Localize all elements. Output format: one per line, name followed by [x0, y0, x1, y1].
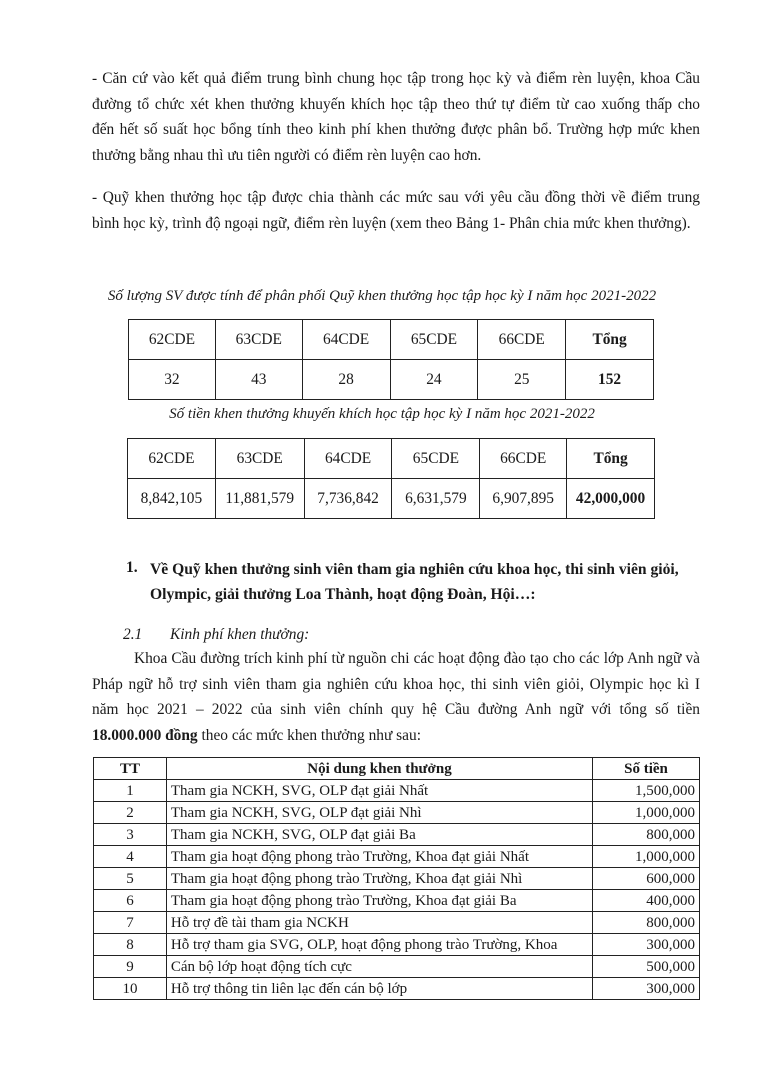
table-cell-total: 42,000,000 — [567, 479, 655, 519]
table-cell: 66CDE — [478, 320, 566, 360]
table-cell-total: Tổng — [566, 320, 654, 360]
table-money-caption: Số tiền khen thưởng khuyến khích học tập học kỳ I năm học 2021-2022 — [169, 406, 595, 422]
table-row — [94, 868, 700, 890]
cell-content: Tham gia NCKH, SVG, OLP đạt giải Ba — [166, 824, 592, 846]
cell-amount: 600,000 — [593, 868, 700, 890]
table-header-row — [94, 758, 700, 780]
paragraph-ranking-criteria — [92, 66, 700, 168]
table-cell: 63CDE — [215, 320, 302, 360]
table-cell: 62CDE — [128, 439, 216, 479]
table-cell-total: Tổng — [567, 439, 655, 479]
text-line: Pháp ngữ hỗ trợ sinh viên tham gia nghiên cứu khoa học, thi sinh viên giỏi, Olympic học kì I — [92, 675, 700, 693]
subsection-number: 2.1 — [123, 626, 143, 643]
text-line-total — [92, 723, 700, 749]
table-cell: 65CDE — [390, 320, 478, 360]
table-row — [128, 479, 655, 519]
table-cell: 24 — [390, 360, 478, 400]
cell-amount: 500,000 — [593, 956, 700, 978]
text-line: - Căn cứ vào kết quả điểm trung bình chung học tập trong học kỳ và điểm rèn luyện, khoa Cầu — [92, 70, 700, 87]
table-cell: 32 — [129, 360, 216, 400]
table-cell: 64CDE — [302, 320, 390, 360]
cell-tt: 9 — [94, 956, 167, 978]
cell-content: Hỗ trợ thông tin liên lạc đến cán bộ lớp — [166, 978, 592, 1000]
table-header-row — [128, 439, 655, 479]
table-rewards — [93, 757, 700, 1000]
total-amount: 18.000.000 đồng — [92, 726, 198, 744]
table-cell-total: 152 — [566, 360, 654, 400]
text-line: đường tổ chức xét khen thưởng khuyến khích học tập theo thứ tự điểm từ cao xuống thấp cho — [92, 95, 700, 113]
cell-amount: 300,000 — [593, 934, 700, 956]
text-line: - Quỹ khen thưởng học tập được chia thành các mức sau với yêu cầu đồng thời về điểm trung — [92, 189, 700, 206]
cell-tt: 7 — [94, 912, 167, 934]
table-row — [94, 846, 700, 868]
table-cell: 66CDE — [480, 439, 567, 479]
cell-content: Hỗ trợ đề tài tham gia NCKH — [166, 912, 592, 934]
table-students — [128, 319, 654, 400]
table-row — [94, 912, 700, 934]
table-row — [94, 802, 700, 824]
header-amount: Số tiền — [593, 758, 700, 780]
table-cell: 7,736,842 — [304, 479, 392, 519]
cell-content: Tham gia hoạt động phong trào Trường, Khoa đạt giải Nhì — [166, 868, 592, 890]
table-row — [129, 360, 654, 400]
cell-tt: 2 — [94, 802, 167, 824]
table-cell: 64CDE — [304, 439, 392, 479]
text-line: năm học 2021 – 2022 của sinh viên chính quy hệ Cầu đường Anh ngữ với tổng số tiền — [92, 701, 700, 718]
cell-tt: 6 — [94, 890, 167, 912]
cell-amount: 1,000,000 — [593, 846, 700, 868]
cell-amount: 800,000 — [593, 912, 700, 934]
table-cell: 6,631,579 — [392, 479, 480, 519]
cell-tt: 4 — [94, 846, 167, 868]
table-header-row — [129, 320, 654, 360]
table-row — [94, 978, 700, 1000]
cell-tt: 1 — [94, 780, 167, 802]
cell-content: Tham gia NCKH, SVG, OLP đạt giải Nhất — [166, 780, 592, 802]
table-cell: 8,842,105 — [128, 479, 216, 519]
table-cell: 62CDE — [129, 320, 216, 360]
table-cell: 28 — [302, 360, 390, 400]
cell-amount: 400,000 — [593, 890, 700, 912]
table-cell: 6,907,895 — [480, 479, 567, 519]
text-line: thưởng bằng nhau thì ưu tiên người có điểm rèn luyện cao hơn. — [92, 146, 482, 164]
table-students-caption: Số lượng SV được tính để phân phối Quỹ khen thưởng học tập học kỳ I năm học 2021-2022 — [107, 288, 657, 304]
cell-content: Tham gia hoạt động phong trào Trường, Khoa đạt giải Nhất — [166, 846, 592, 868]
cell-tt: 5 — [94, 868, 167, 890]
section-heading-line: Về Quỹ khen thưởng sinh viên tham gia nghiên cứu khoa học, thi sinh viên giỏi, — [150, 561, 679, 578]
table-row — [94, 824, 700, 846]
table-row — [94, 890, 700, 912]
table-cell: 43 — [215, 360, 302, 400]
section-number: 1. — [126, 559, 138, 576]
table-money — [127, 438, 655, 519]
table-cell: 63CDE — [215, 439, 304, 479]
cell-tt: 3 — [94, 824, 167, 846]
paragraph-fund-levels — [92, 185, 700, 236]
cell-amount: 1,500,000 — [593, 780, 700, 802]
cell-tt: 8 — [94, 934, 167, 956]
section-body — [92, 646, 700, 748]
text-line: Khoa Cầu đường trích kinh phí từ nguồn chi các hoạt động đào tạo cho các lớp Anh ngữ và — [134, 650, 700, 667]
table-row — [94, 780, 700, 802]
cell-content: Cán bộ lớp hoạt động tích cực — [166, 956, 592, 978]
subsection-title: Kinh phí khen thưởng: — [170, 626, 310, 643]
cell-content: Tham gia NCKH, SVG, OLP đạt giải Nhì — [166, 802, 592, 824]
table-cell: 11,881,579 — [215, 479, 304, 519]
table-cell: 25 — [478, 360, 566, 400]
table-cell: 65CDE — [392, 439, 480, 479]
cell-content: Hỗ trợ tham gia SVG, OLP, hoạt động phong trào Trường, Khoa — [166, 934, 592, 956]
table-row — [94, 956, 700, 978]
cell-amount: 300,000 — [593, 978, 700, 1000]
cell-amount: 800,000 — [593, 824, 700, 846]
text-line: đến hết số suất học bổng tính theo kinh phí khen thưởng được phân bổ. Trường hợp mức khen — [92, 121, 700, 138]
section-heading-line: Olympic, giải thưởng Loa Thành, hoạt động Đoàn, Hội…: — [150, 586, 536, 603]
cell-amount: 1,000,000 — [593, 802, 700, 824]
cell-tt: 10 — [94, 978, 167, 1000]
header-tt: TT — [94, 758, 167, 780]
text-tail: theo các mức khen thưởng như sau: — [197, 726, 421, 744]
table-row — [94, 934, 700, 956]
header-content: Nội dung khen thưởng — [166, 758, 592, 780]
section-heading — [150, 557, 679, 607]
text-line: bình học kỳ, trình độ ngoại ngữ, điểm rèn luyện (xem theo Bảng 1- Phân chia mức khen thưởng). — [92, 214, 691, 232]
cell-content: Tham gia hoạt động phong trào Trường, Khoa đạt giải Ba — [166, 890, 592, 912]
